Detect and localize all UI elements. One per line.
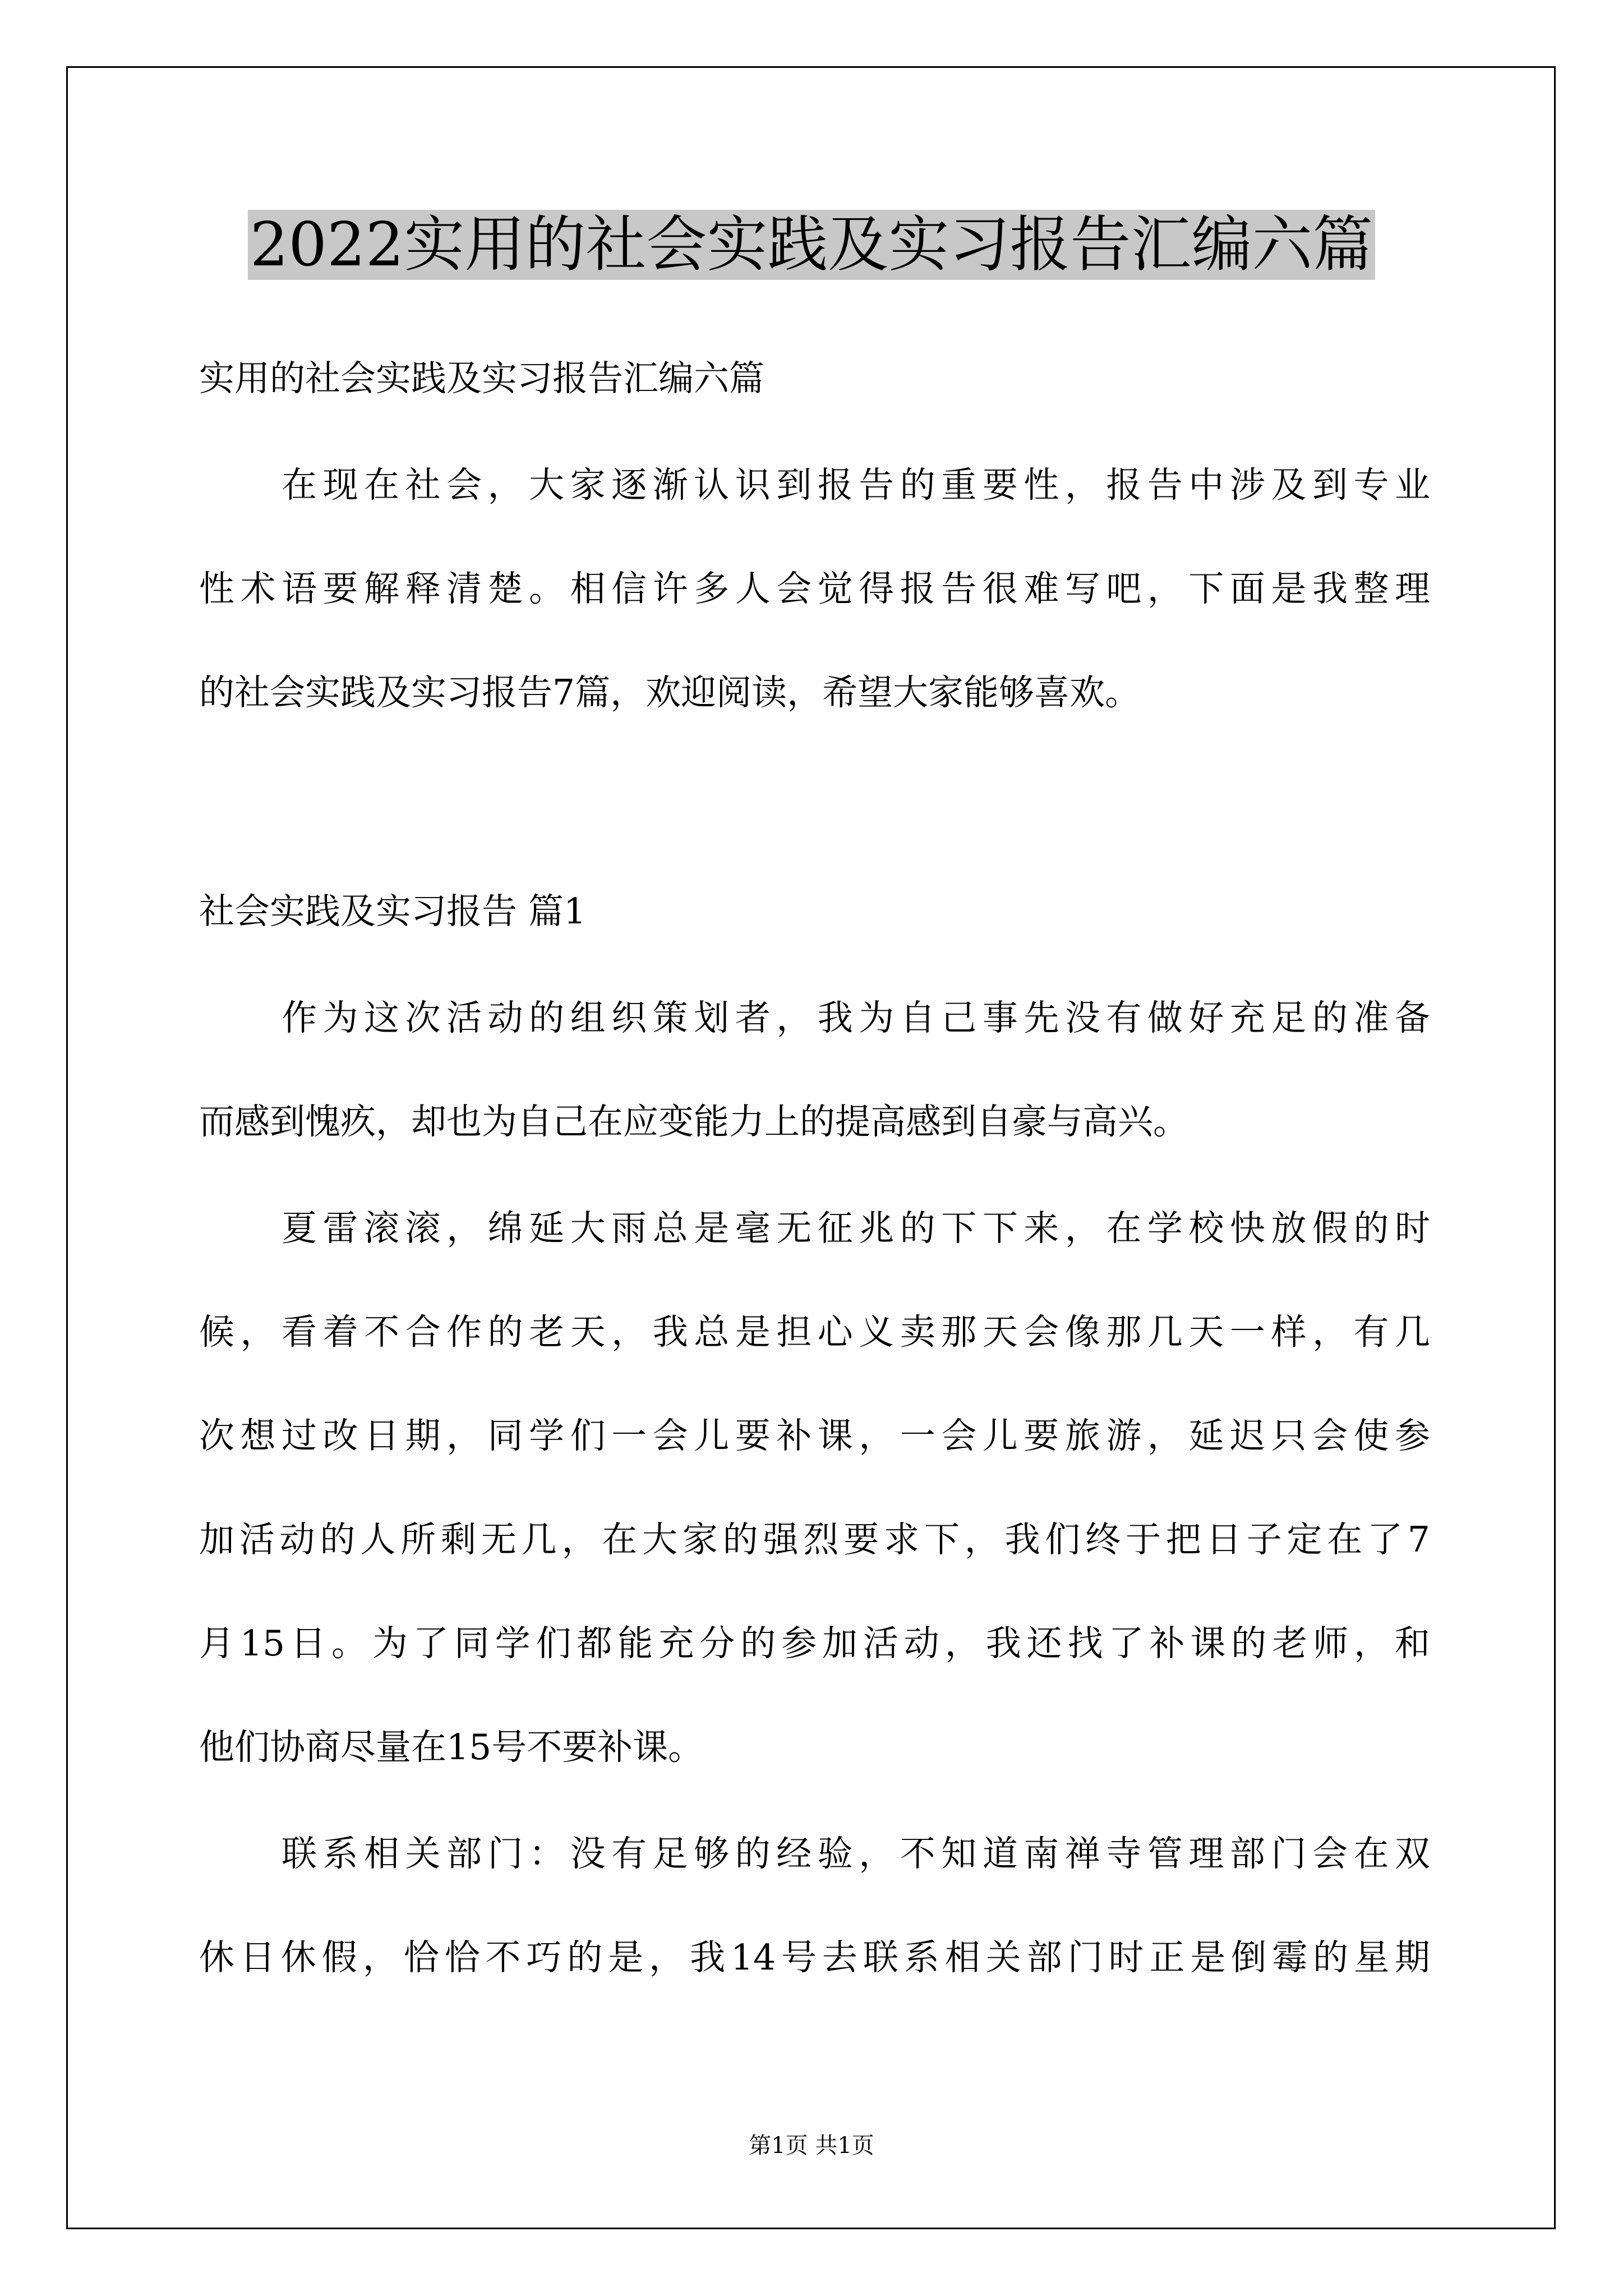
body-line: 候，看着不合作的老天，我总是担心义卖那天会像那几天一样，有几	[199, 1312, 1430, 1352]
body-line: 在现在社会，大家逐渐认识到报告的重要性，报告中涉及到专业	[282, 464, 1430, 505]
body-line: 加活动的人所剩无几，在大家的强烈要求下，我们终于把日子定在了7	[199, 1519, 1430, 1560]
subtitle-line: 实用的社会实践及实习报告汇编六篇	[199, 358, 764, 399]
body-line: 的社会实践及实习报告7篇，欢迎阅读，希望大家能够喜欢。	[199, 672, 1141, 713]
body-line: 次想过改日期，同学们一会儿要补课，一会儿要旅游，延迟只会使参	[199, 1415, 1430, 1456]
body-line: 性术语要解释清楚。相信许多人会觉得报告很难写吧，下面是我整理	[199, 568, 1430, 609]
section-heading: 社会实践及实习报告 篇1	[199, 891, 587, 932]
body-line: 他们协商尽量在15号不要补课。	[199, 1727, 704, 1768]
body-line: 夏雷滚滚，绵延大雨总是毫无征兆的下下来，在学校快放假的时	[282, 1208, 1430, 1249]
body-line: 联系相关部门：没有足够的经验，不知道南禅寺管理部门会在双	[282, 1833, 1430, 1874]
body-line: 月15日。为了同学们都能充分的参加活动，我还找了补课的老师，和	[199, 1623, 1430, 1664]
page-footer: 第1页 共1页	[749, 2133, 874, 2159]
body-line: 而感到愧疚，却也为自己在应变能力上的提高感到自豪与高兴。	[199, 1101, 1188, 1142]
document-title: 2022实用的社会实践及实习报告汇编六篇	[0, 203, 1623, 287]
body-line: 休日休假，恰恰不巧的是，我14号去联系相关部门时正是倒霉的星期	[199, 1937, 1430, 1978]
body-line: 作为这次活动的组织策划者，我为自己事先没有做好充足的准备	[282, 997, 1430, 1038]
